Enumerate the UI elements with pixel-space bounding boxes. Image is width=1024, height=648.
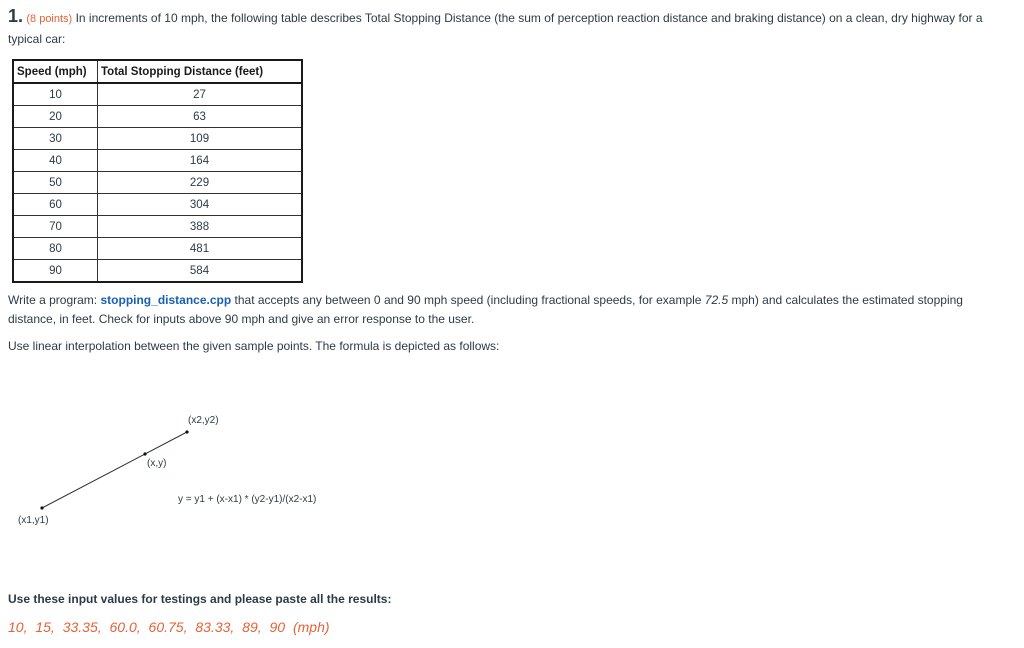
- cell-speed: 20: [13, 106, 98, 128]
- table-row: [13, 83, 302, 106]
- cell-distance: 27: [98, 83, 303, 106]
- question-header: [8, 6, 1013, 49]
- table-row: [13, 216, 302, 238]
- cell-distance: 109: [98, 128, 303, 150]
- testing-values: 10, 15, 33.35, 60.0, 60.75, 83.33, 89, 90 (mph): [8, 619, 330, 635]
- table-row: [13, 260, 302, 283]
- cell-distance: 63: [98, 106, 303, 128]
- cell-distance: 481: [98, 238, 303, 260]
- program-suffix: mph) and calculates the estimated stopping distance, in feet. Check for inputs above 90 mph and give an error response to the user.: [8, 293, 963, 326]
- stopping-distance-table: [12, 59, 303, 283]
- program-example: 72.5: [704, 293, 729, 307]
- table-header-row: [13, 60, 302, 83]
- table-row: [13, 150, 302, 172]
- question-intro: In increments of 10 mph, the following table describes Total Stopping Distance (the sum of perception reaction distance and braking distance) on a clean, dry highway for a typical car:: [8, 11, 983, 46]
- cell-speed: 10: [13, 83, 98, 106]
- point-x-y: [143, 452, 146, 455]
- interpolation-formula: y = y1 + (x-x1) * (y2-y1)/(x2-x1): [178, 494, 317, 505]
- interpolation-line: [42, 432, 187, 508]
- header-speed: Speed (mph): [13, 60, 98, 83]
- interpolation-note: Use linear interpolation between the given sample points. The formula is depicted as follows:: [8, 339, 500, 353]
- program-filename: stopping_distance.cpp: [100, 293, 232, 307]
- cell-speed: 50: [13, 172, 98, 194]
- program-middle: that accepts any between 0 and 90 mph speed (including fractional speeds, for example: [231, 293, 705, 307]
- cell-speed: 40: [13, 150, 98, 172]
- table-row: [13, 194, 302, 216]
- label-x1-y1: (x1,y1): [18, 515, 49, 526]
- program-prefix: Write a program:: [8, 293, 101, 307]
- point-x1-y1: [40, 506, 43, 509]
- header-distance: Total Stopping Distance (feet): [98, 60, 303, 83]
- cell-speed: 30: [13, 128, 98, 150]
- cell-distance: 388: [98, 216, 303, 238]
- table-row: [13, 238, 302, 260]
- program-description: [8, 291, 1013, 329]
- cell-speed: 90: [13, 260, 98, 283]
- table-row: [13, 172, 302, 194]
- cell-distance: 304: [98, 194, 303, 216]
- cell-distance: 229: [98, 172, 303, 194]
- question-number: 1.: [8, 6, 24, 26]
- cell-speed: 80: [13, 238, 98, 260]
- cell-distance: 584: [98, 260, 303, 283]
- cell-distance: 164: [98, 150, 303, 172]
- table-row: [13, 128, 302, 150]
- point-x2-y2: [185, 430, 188, 433]
- interpolation-diagram: [0, 400, 400, 540]
- cell-speed: 60: [13, 194, 98, 216]
- cell-speed: 70: [13, 216, 98, 238]
- question-points: (8 points): [26, 13, 73, 25]
- testing-instruction: Use these input values for testings and please paste all the results:: [8, 592, 392, 606]
- table-row: [13, 106, 302, 128]
- label-x2-y2: (x2,y2): [188, 415, 219, 426]
- label-x-y: (x,y): [147, 458, 167, 469]
